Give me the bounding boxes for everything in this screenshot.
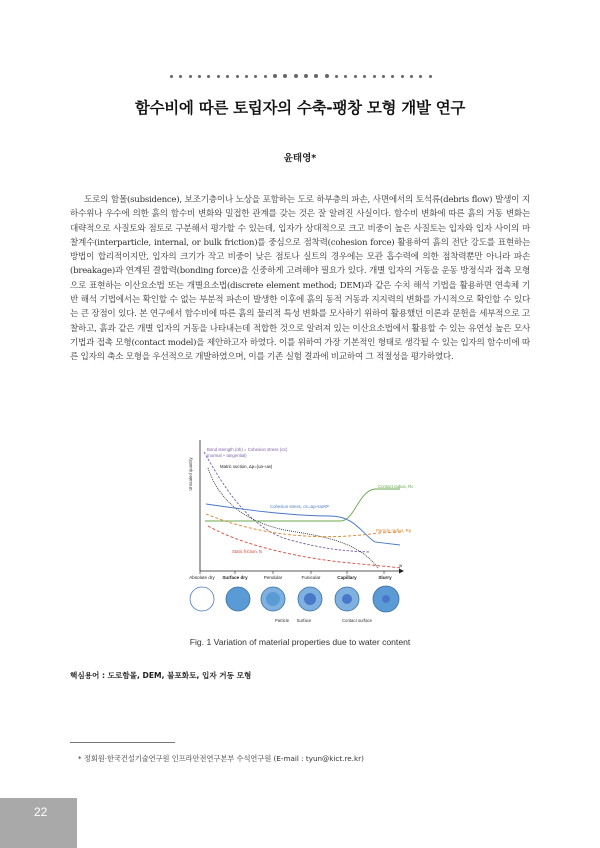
paper-title: 함수비에 따른 토립자의 수축-팽창 모형 개발 연구 [134,99,466,117]
x-axis-end-label: w [399,563,403,568]
particle-slurry-core [382,595,390,603]
particle-radius-curve [206,514,402,537]
y-axis-label: Unscaled quantity [188,457,193,491]
category-pendular: Pendular [263,575,283,580]
keywords: 핵심용어 : 도로함몰, DEM, 불포화토, 입자 거동 모형 [70,671,252,680]
category-surface-dry: Surface dry [222,575,248,580]
particle-surface-dry [226,587,250,611]
figure-1 [180,434,425,630]
particle-pendular-core [266,592,280,606]
particle-radius-label: Particle radius, Rp [376,528,412,533]
particle-capillary-core [342,594,352,604]
contact-radius-label: Contact radius, Rc [378,484,414,489]
particle-label: Particle [274,618,290,623]
contact-surface-label: Contact surface [341,618,373,623]
category-absolute-dry: Absolute dry [189,575,215,580]
page-number: 22 [34,805,48,819]
footnote-divider [70,742,175,743]
category-slurry: Slurry [378,575,392,580]
static-friction-label: Static friction, fs [232,549,263,554]
cohesion-stress-label: Cohesion stress, σc=Δp+tanΦᵇ [270,504,330,509]
abstract [70,193,530,365]
x-axis-arrow [399,569,404,574]
figure-caption: Fig. 1 Variation of material properties due to water content [189,637,411,647]
author-footnote: * 정회원·한국건설기술연구원 인프라안전연구본부 수석연구원 (E-mail : tyun@kict.re.kr) [78,754,364,763]
category-capillary: Capillary [337,575,357,580]
bond-strength-label: Bond strength (σb) = Cohesion stress (σc) [207,447,288,452]
bond-strength-label-2: (normal + tangential) [207,453,247,458]
abstract-text: 도로의 함몰(subsidence), 보조기층이나 노상을 포함하는 도로 하부층의 파손, 사면에서의 토석류(debris flow) 발생이 지하수위나 우수에 의한 흙의 함수비 변화와 밀접한 관계를 갖는 것은 잘 알려진 사실이다. 함수비 변화에 따른 흙의 거동 변화는 대략적으로 사질토와 점토로 구분해서 평가할 수 있는데, 입자가 상대적으로 크고 비중이 높은 사질토는 입자와 입자 사이의 마찰계수(interparticle, internal, or bulk friction)를 중심으로 점착력(cohesion force) 활용하여 흙의 전단 강도를 표현하는 방법이 합리적이지만, 입자의 크기가 작고 비중이 낮은 점토나 실트의 경우에는 모관 흡수력에 의한 점착력뿐만 아니라 파손(breakage)과 연계된 결합력(bonding force)을 신중하게 고려해야 필요가 있다. 개별 입자의 거동을 운동 방정식과 접촉 모형으로 표현하는 이산요소법 또는 개별요소법(discrete element method; DEM)과 같은 수치 해석 기법을 활용하면 연속체 기반 해석 기법에서는 확인할 수 없는 부분적 파손이 발생한 이후에 흙의 동적 거동과 지지력의 변화를 가시적으로 확인할 수 있다는 큰 장점이 있다. 본 연구에서 함수비에 따른 흙의 물리적 특성 변화를 모사하기 위하여 활용했던 이론과 문헌을 세부적으로 고찰하고, 흙과 같은 개별 입자의 거동을 나타내는데 적합한 것으로 알려져 있는 이산요소법에서 활용할 수 있는 유연성 높은 모사 기법과 접촉 모형(contact model)을 제안하고자 하였다. 이를 위하여 가장 기본적인 형태로 생각될 수 있는 입자의 함수비에 따른 입자의 축소 모형을 우선적으로 개발하였으며, 이를 기존 실험 결과에 비교하여 그 적절성을 평가하였다. [70,195,530,363]
matric-suction-label: Matric suction, Δp=(ua−uw) [220,464,273,469]
surface-label: Surface [296,618,312,623]
decorative-dot-row [170,72,432,80]
particle-funicular-core [304,593,316,605]
author-name: 윤태영* [283,153,317,164]
category-funicular: Funicular [301,575,321,580]
particle-absolute-dry [190,587,214,611]
